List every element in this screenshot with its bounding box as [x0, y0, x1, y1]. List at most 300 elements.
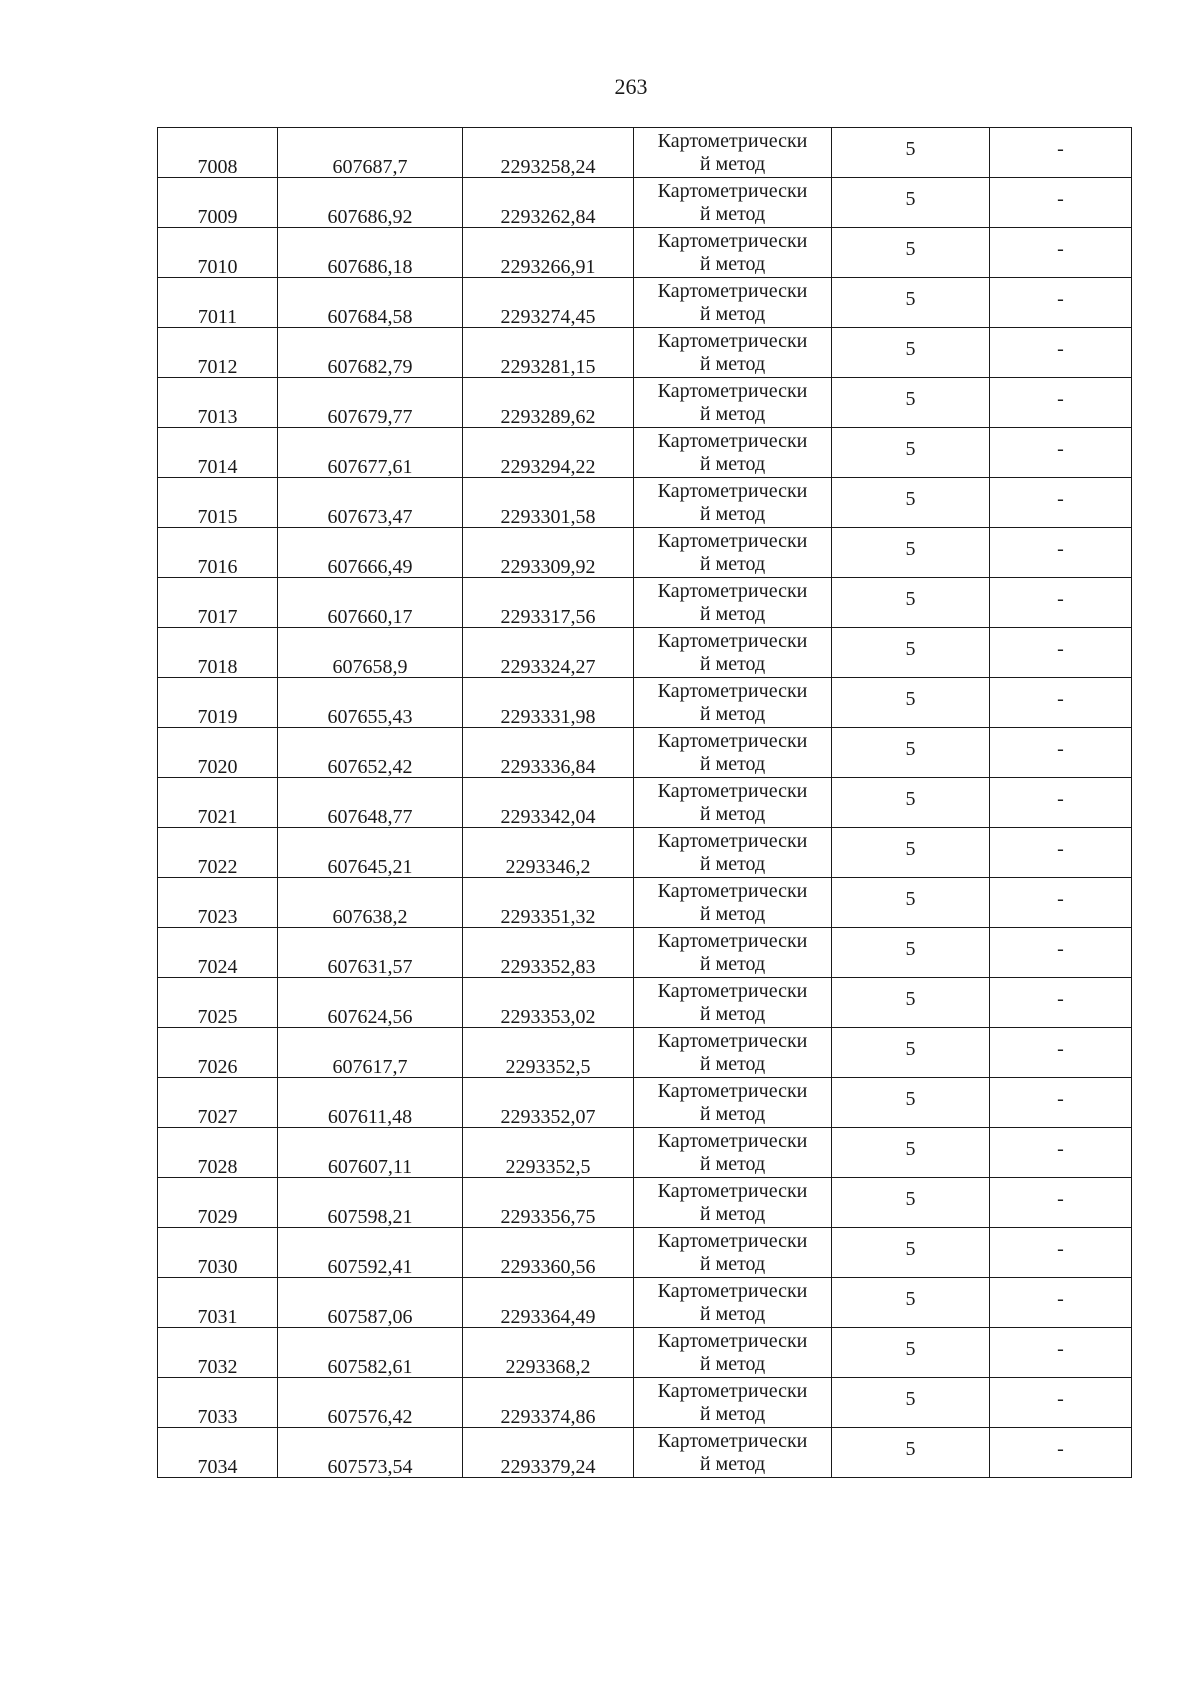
y-coordinate: 2293266,91 [500, 256, 596, 278]
method-cell [634, 828, 832, 878]
table-row [158, 828, 1132, 878]
note-cell [990, 678, 1132, 728]
table-row [158, 178, 1132, 228]
y-coordinate-cell [463, 878, 634, 928]
method-cell [634, 578, 832, 628]
x-coordinate: 607687,7 [332, 156, 408, 178]
method-cell [634, 878, 832, 928]
note-value: - [1057, 838, 1064, 860]
y-coordinate: 2293342,04 [500, 806, 596, 828]
point-number: 7032 [197, 1356, 238, 1378]
note-cell [990, 178, 1132, 228]
accuracy-cell [832, 1128, 990, 1178]
note-cell [990, 478, 1132, 528]
x-coordinate: 607576,42 [327, 1406, 413, 1428]
note-value: - [1057, 688, 1064, 710]
x-coordinate: 607686,92 [327, 206, 413, 228]
method-line-2: й метод [699, 652, 766, 675]
method-line-1: Картометрически [657, 1029, 808, 1052]
y-coordinate-cell [463, 828, 634, 878]
note-value: - [1057, 1238, 1064, 1260]
note-cell [990, 628, 1132, 678]
point-number-cell [158, 1278, 278, 1328]
note-value: - [1057, 388, 1064, 410]
accuracy-value: 5 [905, 438, 916, 460]
x-coordinate-cell [278, 1178, 463, 1228]
table-row [158, 328, 1132, 378]
note-cell [990, 228, 1132, 278]
point-number: 7009 [197, 206, 238, 228]
accuracy-cell [832, 1278, 990, 1328]
note-value: - [1057, 1038, 1064, 1060]
method-line-2: й метод [699, 1352, 766, 1375]
method-line-1: Картометрически [657, 1429, 808, 1452]
table-row [158, 228, 1132, 278]
accuracy-cell [832, 1028, 990, 1078]
x-coordinate-cell [278, 478, 463, 528]
x-coordinate-cell [278, 428, 463, 478]
point-number-cell [158, 1128, 278, 1178]
accuracy-cell [832, 428, 990, 478]
method-cell [634, 278, 832, 328]
x-coordinate-cell [278, 178, 463, 228]
accuracy-cell [832, 278, 990, 328]
method-line-2: й метод [699, 702, 766, 725]
y-coordinate-cell [463, 778, 634, 828]
x-coordinate: 607684,58 [327, 306, 413, 328]
method-line-2: й метод [699, 1202, 766, 1225]
table-row [158, 1078, 1132, 1128]
table-row [158, 478, 1132, 528]
method-line-1: Картометрически [657, 179, 808, 202]
note-cell [990, 728, 1132, 778]
point-number-cell [158, 678, 278, 728]
point-number-cell [158, 928, 278, 978]
note-value: - [1057, 1338, 1064, 1360]
point-number: 7033 [197, 1406, 238, 1428]
y-coordinate-cell [463, 1028, 634, 1078]
method-line-2: й метод [699, 952, 766, 975]
y-coordinate-cell [463, 1428, 634, 1478]
method-line-1: Картометрически [657, 1079, 808, 1102]
accuracy-cell [832, 1378, 990, 1428]
note-value: - [1057, 438, 1064, 460]
method-line-2: й метод [699, 1402, 766, 1425]
accuracy-cell [832, 328, 990, 378]
x-coordinate-cell [278, 1378, 463, 1428]
x-coordinate: 607631,57 [327, 956, 413, 978]
method-line-2: й метод [699, 852, 766, 875]
x-coordinate-cell [278, 1428, 463, 1478]
y-coordinate: 2293352,5 [505, 1156, 591, 1178]
y-coordinate-cell [463, 1228, 634, 1278]
point-number: 7015 [197, 506, 238, 528]
y-coordinate: 2293360,56 [500, 1256, 596, 1278]
method-line-1: Картометрически [657, 829, 808, 852]
point-number: 7013 [197, 406, 238, 428]
accuracy-cell [832, 628, 990, 678]
method-line-1: Картометрически [657, 279, 808, 302]
point-number: 7026 [197, 1056, 238, 1078]
note-cell [990, 928, 1132, 978]
table-row [158, 278, 1132, 328]
y-coordinate-cell [463, 1278, 634, 1328]
accuracy-value: 5 [905, 688, 916, 710]
x-coordinate: 607677,61 [327, 456, 413, 478]
y-coordinate: 2293346,2 [505, 856, 591, 878]
accuracy-cell [832, 728, 990, 778]
x-coordinate-cell [278, 378, 463, 428]
y-coordinate: 2293336,84 [500, 756, 596, 778]
x-coordinate: 607652,42 [327, 756, 413, 778]
x-coordinate: 607587,06 [327, 1306, 413, 1328]
method-cell [634, 428, 832, 478]
point-number: 7022 [197, 856, 238, 878]
accuracy-value: 5 [905, 838, 916, 860]
method-cell [634, 178, 832, 228]
method-cell [634, 1228, 832, 1278]
point-number: 7008 [197, 156, 238, 178]
point-number: 7027 [197, 1106, 238, 1128]
table-row [158, 928, 1132, 978]
x-coordinate-cell [278, 1128, 463, 1178]
y-coordinate: 2293352,07 [500, 1106, 596, 1128]
note-value: - [1057, 238, 1064, 260]
method-cell [634, 1428, 832, 1478]
table-row [158, 1178, 1132, 1228]
note-value: - [1057, 938, 1064, 960]
point-number-cell [158, 578, 278, 628]
coordinates-table [157, 127, 1132, 1478]
x-coordinate-cell [278, 728, 463, 778]
method-line-1: Картометрически [657, 879, 808, 902]
method-line-2: й метод [699, 1002, 766, 1025]
accuracy-value: 5 [905, 1238, 916, 1260]
method-cell [634, 678, 832, 728]
accuracy-cell [832, 578, 990, 628]
method-cell [634, 528, 832, 578]
y-coordinate-cell [463, 528, 634, 578]
y-coordinate-cell [463, 678, 634, 728]
x-coordinate-cell [278, 1028, 463, 1078]
method-line-1: Картометрически [657, 1279, 808, 1302]
table-row [158, 1228, 1132, 1278]
point-number-cell [158, 178, 278, 228]
method-line-1: Картометрически [657, 679, 808, 702]
y-coordinate: 2293274,45 [500, 306, 596, 328]
method-line-2: й метод [699, 1452, 766, 1475]
point-number-cell [158, 1328, 278, 1378]
x-coordinate-cell [278, 978, 463, 1028]
note-value: - [1057, 488, 1064, 510]
note-cell [990, 1128, 1132, 1178]
note-value: - [1057, 1088, 1064, 1110]
accuracy-cell [832, 228, 990, 278]
method-cell [634, 628, 832, 678]
accuracy-cell [832, 1078, 990, 1128]
point-number-cell [158, 1428, 278, 1478]
method-line-1: Картометрически [657, 329, 808, 352]
point-number-cell [158, 278, 278, 328]
note-cell [990, 128, 1132, 178]
method-line-1: Картометрически [657, 979, 808, 1002]
accuracy-cell [832, 478, 990, 528]
method-line-2: й метод [699, 252, 766, 275]
x-coordinate: 607573,54 [327, 1456, 413, 1478]
method-line-1: Картометрически [657, 1379, 808, 1402]
x-coordinate: 607673,47 [327, 506, 413, 528]
note-cell [990, 528, 1132, 578]
note-cell [990, 578, 1132, 628]
note-cell [990, 428, 1132, 478]
note-cell [990, 828, 1132, 878]
accuracy-value: 5 [905, 638, 916, 660]
accuracy-cell [832, 828, 990, 878]
note-value: - [1057, 1388, 1064, 1410]
note-cell [990, 1278, 1132, 1328]
method-cell [634, 928, 832, 978]
point-number-cell [158, 378, 278, 428]
method-cell [634, 1178, 832, 1228]
accuracy-value: 5 [905, 888, 916, 910]
note-value: - [1057, 738, 1064, 760]
y-coordinate-cell [463, 1178, 634, 1228]
accuracy-cell [832, 1328, 990, 1378]
y-coordinate-cell [463, 128, 634, 178]
method-line-2: й метод [699, 1102, 766, 1125]
point-number: 7018 [197, 656, 238, 678]
y-coordinate: 2293352,5 [505, 1056, 591, 1078]
table-row [158, 1428, 1132, 1478]
accuracy-cell [832, 878, 990, 928]
method-cell [634, 128, 832, 178]
method-cell [634, 1028, 832, 1078]
x-coordinate-cell [278, 578, 463, 628]
point-number: 7030 [197, 1256, 238, 1278]
method-line-1: Картометрически [657, 529, 808, 552]
accuracy-cell [832, 178, 990, 228]
table-row [158, 728, 1132, 778]
x-coordinate: 607682,79 [327, 356, 413, 378]
y-coordinate: 2293379,24 [500, 1456, 596, 1478]
point-number-cell [158, 228, 278, 278]
note-cell [990, 878, 1132, 928]
y-coordinate: 2293351,32 [500, 906, 596, 928]
y-coordinate-cell [463, 928, 634, 978]
accuracy-value: 5 [905, 1188, 916, 1210]
y-coordinate: 2293368,2 [505, 1356, 591, 1378]
point-number: 7031 [197, 1306, 238, 1328]
x-coordinate: 607686,18 [327, 256, 413, 278]
point-number: 7017 [197, 606, 238, 628]
point-number: 7023 [197, 906, 238, 928]
table-row [158, 1328, 1132, 1378]
method-cell [634, 778, 832, 828]
y-coordinate-cell [463, 628, 634, 678]
note-cell [990, 378, 1132, 428]
accuracy-value: 5 [905, 938, 916, 960]
x-coordinate-cell [278, 1078, 463, 1128]
method-cell [634, 328, 832, 378]
method-line-2: й метод [699, 502, 766, 525]
accuracy-value: 5 [905, 238, 916, 260]
y-coordinate-cell [463, 278, 634, 328]
method-cell [634, 1378, 832, 1428]
accuracy-cell [832, 128, 990, 178]
x-coordinate-cell [278, 328, 463, 378]
method-cell [634, 978, 832, 1028]
table-row [158, 978, 1132, 1028]
accuracy-value: 5 [905, 1038, 916, 1060]
y-coordinate: 2293301,58 [500, 506, 596, 528]
coordinates-table-body [158, 128, 1132, 1478]
method-line-1: Картометрически [657, 1329, 808, 1352]
y-coordinate-cell [463, 228, 634, 278]
y-coordinate: 2293356,75 [500, 1206, 596, 1228]
y-coordinate-cell [463, 478, 634, 528]
accuracy-value: 5 [905, 1088, 916, 1110]
point-number-cell [158, 1078, 278, 1128]
method-line-1: Картометрически [657, 779, 808, 802]
table-row [158, 1278, 1132, 1328]
point-number-cell [158, 528, 278, 578]
note-cell [990, 1378, 1132, 1428]
y-coordinate-cell [463, 378, 634, 428]
method-line-1: Картометрически [657, 429, 808, 452]
x-coordinate: 607617,7 [332, 1056, 408, 1078]
point-number: 7012 [197, 356, 238, 378]
point-number-cell [158, 478, 278, 528]
accuracy-cell [832, 378, 990, 428]
table-row [158, 628, 1132, 678]
method-line-2: й метод [699, 902, 766, 925]
note-value: - [1057, 988, 1064, 1010]
table-row [158, 1028, 1132, 1078]
x-coordinate: 607624,56 [327, 1006, 413, 1028]
x-coordinate-cell [278, 128, 463, 178]
x-coordinate-cell [278, 928, 463, 978]
note-value: - [1057, 338, 1064, 360]
table-row [158, 378, 1132, 428]
method-cell [634, 1078, 832, 1128]
y-coordinate-cell [463, 178, 634, 228]
note-value: - [1057, 188, 1064, 210]
point-number-cell [158, 828, 278, 878]
note-cell [990, 1428, 1132, 1478]
y-coordinate-cell [463, 1078, 634, 1128]
accuracy-cell [832, 678, 990, 728]
method-line-2: й метод [699, 1302, 766, 1325]
accuracy-value: 5 [905, 588, 916, 610]
y-coordinate: 2293309,92 [500, 556, 596, 578]
point-number: 7025 [197, 1006, 238, 1028]
point-number: 7010 [197, 256, 238, 278]
method-line-1: Картометрически [657, 1179, 808, 1202]
accuracy-cell [832, 1178, 990, 1228]
note-cell [990, 1328, 1132, 1378]
x-coordinate: 607645,21 [327, 856, 413, 878]
note-cell [990, 1028, 1132, 1078]
method-line-2: й метод [699, 552, 766, 575]
note-value: - [1057, 1188, 1064, 1210]
y-coordinate: 2293331,98 [500, 706, 596, 728]
x-coordinate: 607666,49 [327, 556, 413, 578]
note-value: - [1057, 588, 1064, 610]
method-line-1: Картометрически [657, 129, 808, 152]
accuracy-cell [832, 978, 990, 1028]
accuracy-value: 5 [905, 1138, 916, 1160]
point-number: 7028 [197, 1156, 238, 1178]
x-coordinate: 607655,43 [327, 706, 413, 728]
method-line-1: Картометрически [657, 729, 808, 752]
x-coordinate-cell [278, 678, 463, 728]
x-coordinate-cell [278, 1278, 463, 1328]
method-cell [634, 1328, 832, 1378]
point-number-cell [158, 1228, 278, 1278]
point-number: 7019 [197, 706, 238, 728]
method-line-2: й метод [699, 1152, 766, 1175]
point-number: 7024 [197, 956, 238, 978]
point-number: 7034 [197, 1456, 238, 1478]
note-value: - [1057, 1138, 1064, 1160]
y-coordinate-cell [463, 978, 634, 1028]
note-value: - [1057, 538, 1064, 560]
x-coordinate: 607607,11 [327, 1156, 413, 1178]
point-number-cell [158, 328, 278, 378]
method-cell [634, 478, 832, 528]
point-number: 7020 [197, 756, 238, 778]
y-coordinate-cell [463, 1328, 634, 1378]
x-coordinate-cell [278, 628, 463, 678]
point-number-cell [158, 1028, 278, 1078]
method-cell [634, 228, 832, 278]
method-line-2: й метод [699, 802, 766, 825]
note-cell [990, 328, 1132, 378]
note-cell [990, 1178, 1132, 1228]
note-cell [990, 1078, 1132, 1128]
note-value: - [1057, 1438, 1064, 1460]
point-number-cell [158, 728, 278, 778]
point-number: 7016 [197, 556, 238, 578]
point-number-cell [158, 628, 278, 678]
y-coordinate: 2293281,15 [500, 356, 596, 378]
method-line-2: й метод [699, 1052, 766, 1075]
x-coordinate-cell [278, 278, 463, 328]
point-number-cell [158, 778, 278, 828]
note-value: - [1057, 888, 1064, 910]
x-coordinate-cell [278, 1328, 463, 1378]
method-line-1: Картометрически [657, 1229, 808, 1252]
method-line-1: Картометрически [657, 229, 808, 252]
page-number: 263 [614, 74, 648, 99]
table-row [158, 528, 1132, 578]
point-number-cell [158, 428, 278, 478]
x-coordinate: 607638,2 [332, 906, 408, 928]
x-coordinate-cell [278, 828, 463, 878]
accuracy-cell [832, 528, 990, 578]
y-coordinate: 2293324,27 [500, 656, 596, 678]
accuracy-value: 5 [905, 538, 916, 560]
accuracy-cell [832, 1228, 990, 1278]
method-line-2: й метод [699, 402, 766, 425]
accuracy-value: 5 [905, 188, 916, 210]
note-value: - [1057, 788, 1064, 810]
table-row [158, 1128, 1132, 1178]
method-line-1: Картометрически [657, 929, 808, 952]
table-row [158, 678, 1132, 728]
x-coordinate: 607592,41 [327, 1256, 413, 1278]
x-coordinate: 607679,77 [327, 406, 413, 428]
